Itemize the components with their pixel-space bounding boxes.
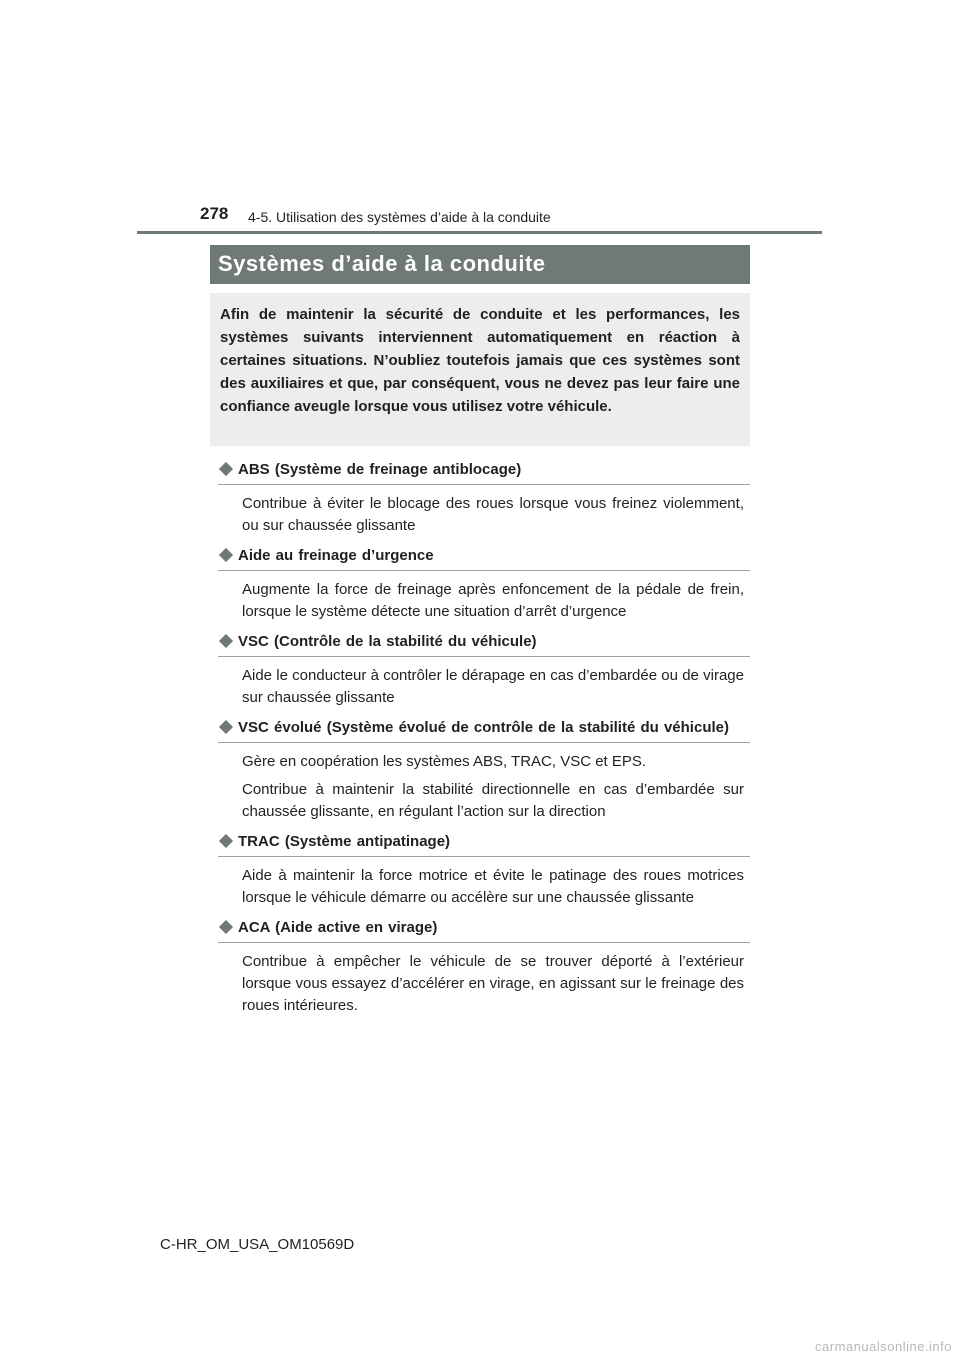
diamond-bullet-icon (218, 459, 238, 481)
item-body (218, 579, 750, 623)
item-heading (218, 459, 750, 485)
list-item (218, 917, 750, 1017)
item-title: VSC (Contrôle de la stabilité du véhicule) (238, 633, 537, 650)
item-title: ABS (Système de freinage antiblocage) (238, 461, 522, 478)
item-body (218, 951, 750, 1017)
list-item (218, 717, 750, 823)
diamond-bullet-icon (218, 631, 238, 653)
document-code: C-HR_OM_USA_OM10569D (160, 1236, 355, 1253)
item-title: Aide au freinage d’urgence (238, 547, 434, 564)
diamond-bullet-icon (218, 917, 238, 939)
header-divider (137, 231, 822, 234)
item-description: Contribue à éviter le blocage des roues lorsque vous freinez violemment, ou sur chaussée glissante (242, 495, 744, 534)
diamond-bullet-icon (218, 831, 238, 853)
intro-box (210, 293, 750, 446)
diamond-bullet-icon (218, 545, 238, 567)
list-item (218, 545, 750, 623)
intro-text: Afin de maintenir la sécurité de conduite et les performances, les systèmes suivants interviennent automatiquement en réaction à certaines situations. N’oubliez toutefois jamais que ces systèmes sont des auxiliaires et que, par conséquent, vous ne devez pas leur faire une confiance aveugle lorsque vous utilisez votre véhicule. (220, 306, 740, 415)
item-heading (218, 917, 750, 943)
page-title-bar (210, 245, 750, 284)
item-description: Contribue à maintenir la stabilité directionnelle en cas d’embardée sur chaussée glissante, en régulant l’action sur la direction (242, 781, 744, 820)
item-body (218, 493, 750, 537)
section-path: 4-5. Utilisation des systèmes d’aide à la conduite (248, 209, 551, 225)
item-description: Gère en coopération les systèmes ABS, TRAC, VSC et EPS. (242, 753, 647, 770)
item-title: VSC évolué (Système évolué de contrôle de la stabilité du véhicule) (238, 719, 729, 736)
list-item (218, 631, 750, 709)
item-body (218, 751, 750, 823)
item-description: Augmente la force de freinage après enfoncement de la pédale de frein, lorsque le système détecte une situation d’arrêt d’urgence (242, 581, 744, 620)
item-heading (218, 717, 750, 743)
watermark: carmanualsonline.info (815, 1339, 952, 1354)
page-number: 278 (200, 204, 229, 223)
item-heading (218, 831, 750, 857)
systems-list (218, 459, 750, 1025)
item-body (218, 665, 750, 709)
item-description: Aide le conducteur à contrôler le dérapage en cas d’embardée ou de virage sur chaussée glissante (242, 667, 744, 706)
item-description: Aide à maintenir la force motrice et évite le patinage des roues motrices lorsque le véhicule démarre ou accélère sur une chaussée glissante (242, 867, 744, 906)
item-heading (218, 545, 750, 571)
diamond-bullet-icon (218, 717, 238, 739)
item-description: Contribue à empêcher le véhicule de se trouver déporté à l’extérieur lorsque vous essayez d’accélérer en virage, en agissant sur le freinage des roues intérieures. (242, 953, 744, 1014)
item-heading (218, 631, 750, 657)
item-title: TRAC (Système antipatinage) (238, 833, 451, 850)
list-item (218, 831, 750, 909)
item-body (218, 865, 750, 909)
item-title: ACA (Aide active en virage) (238, 919, 438, 936)
list-item (218, 459, 750, 537)
page-title: Systèmes d’aide à la conduite (218, 251, 546, 276)
